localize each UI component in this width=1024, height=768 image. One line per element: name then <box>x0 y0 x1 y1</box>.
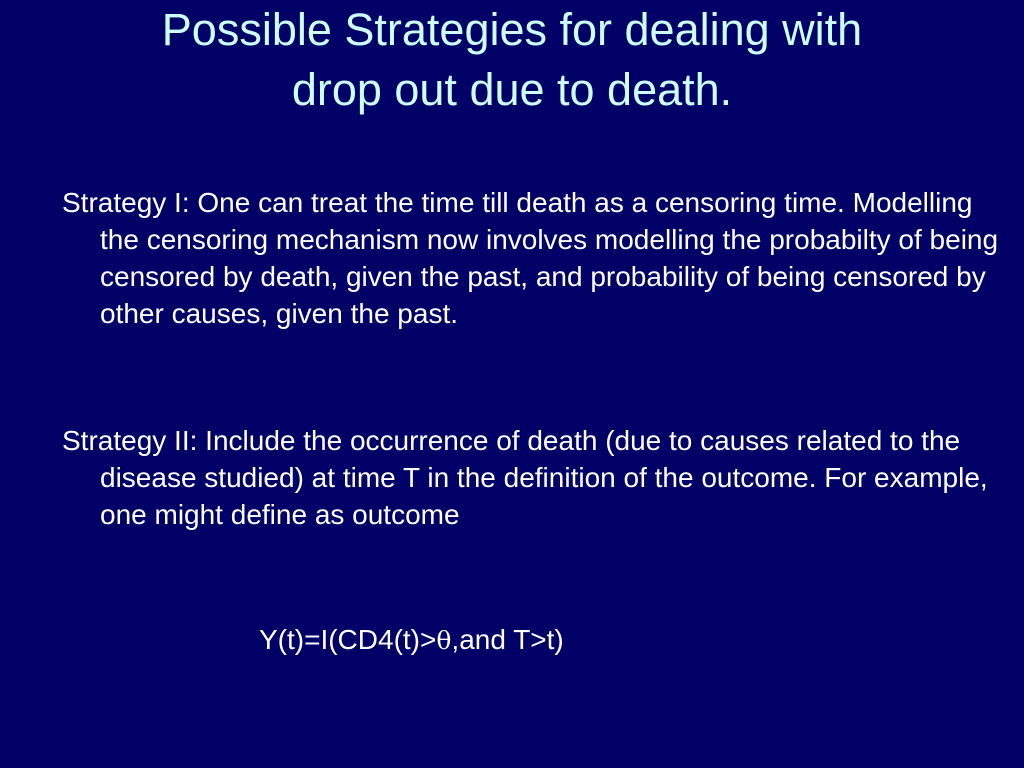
formula-part-after: ,and T>t) <box>451 624 564 655</box>
strategy-1-paragraph: Strategy I: One can treat the time till death as a censoring time. Modelling the censoring mechanism now involves modelling the probabilty of being censored by death, given the past, and probability of being censored by other causes, given the past. <box>62 187 999 329</box>
theta-symbol: θ <box>436 626 452 655</box>
slide-title <box>40 0 984 120</box>
slide-title-line-1: Possible Strategies for dealing with <box>161 4 863 55</box>
formula-part-before: Y(t)=I(CD4(t)> <box>259 624 437 655</box>
strategy-2-paragraph: Strategy II: Include the occurrence of death (due to causes related to the disease studied) at time T in the definition of the outcome. For example, one might define as outcome <box>62 425 988 530</box>
slide-title-line-2: drop out due to death. <box>291 64 733 115</box>
outcome-formula <box>259 621 564 659</box>
